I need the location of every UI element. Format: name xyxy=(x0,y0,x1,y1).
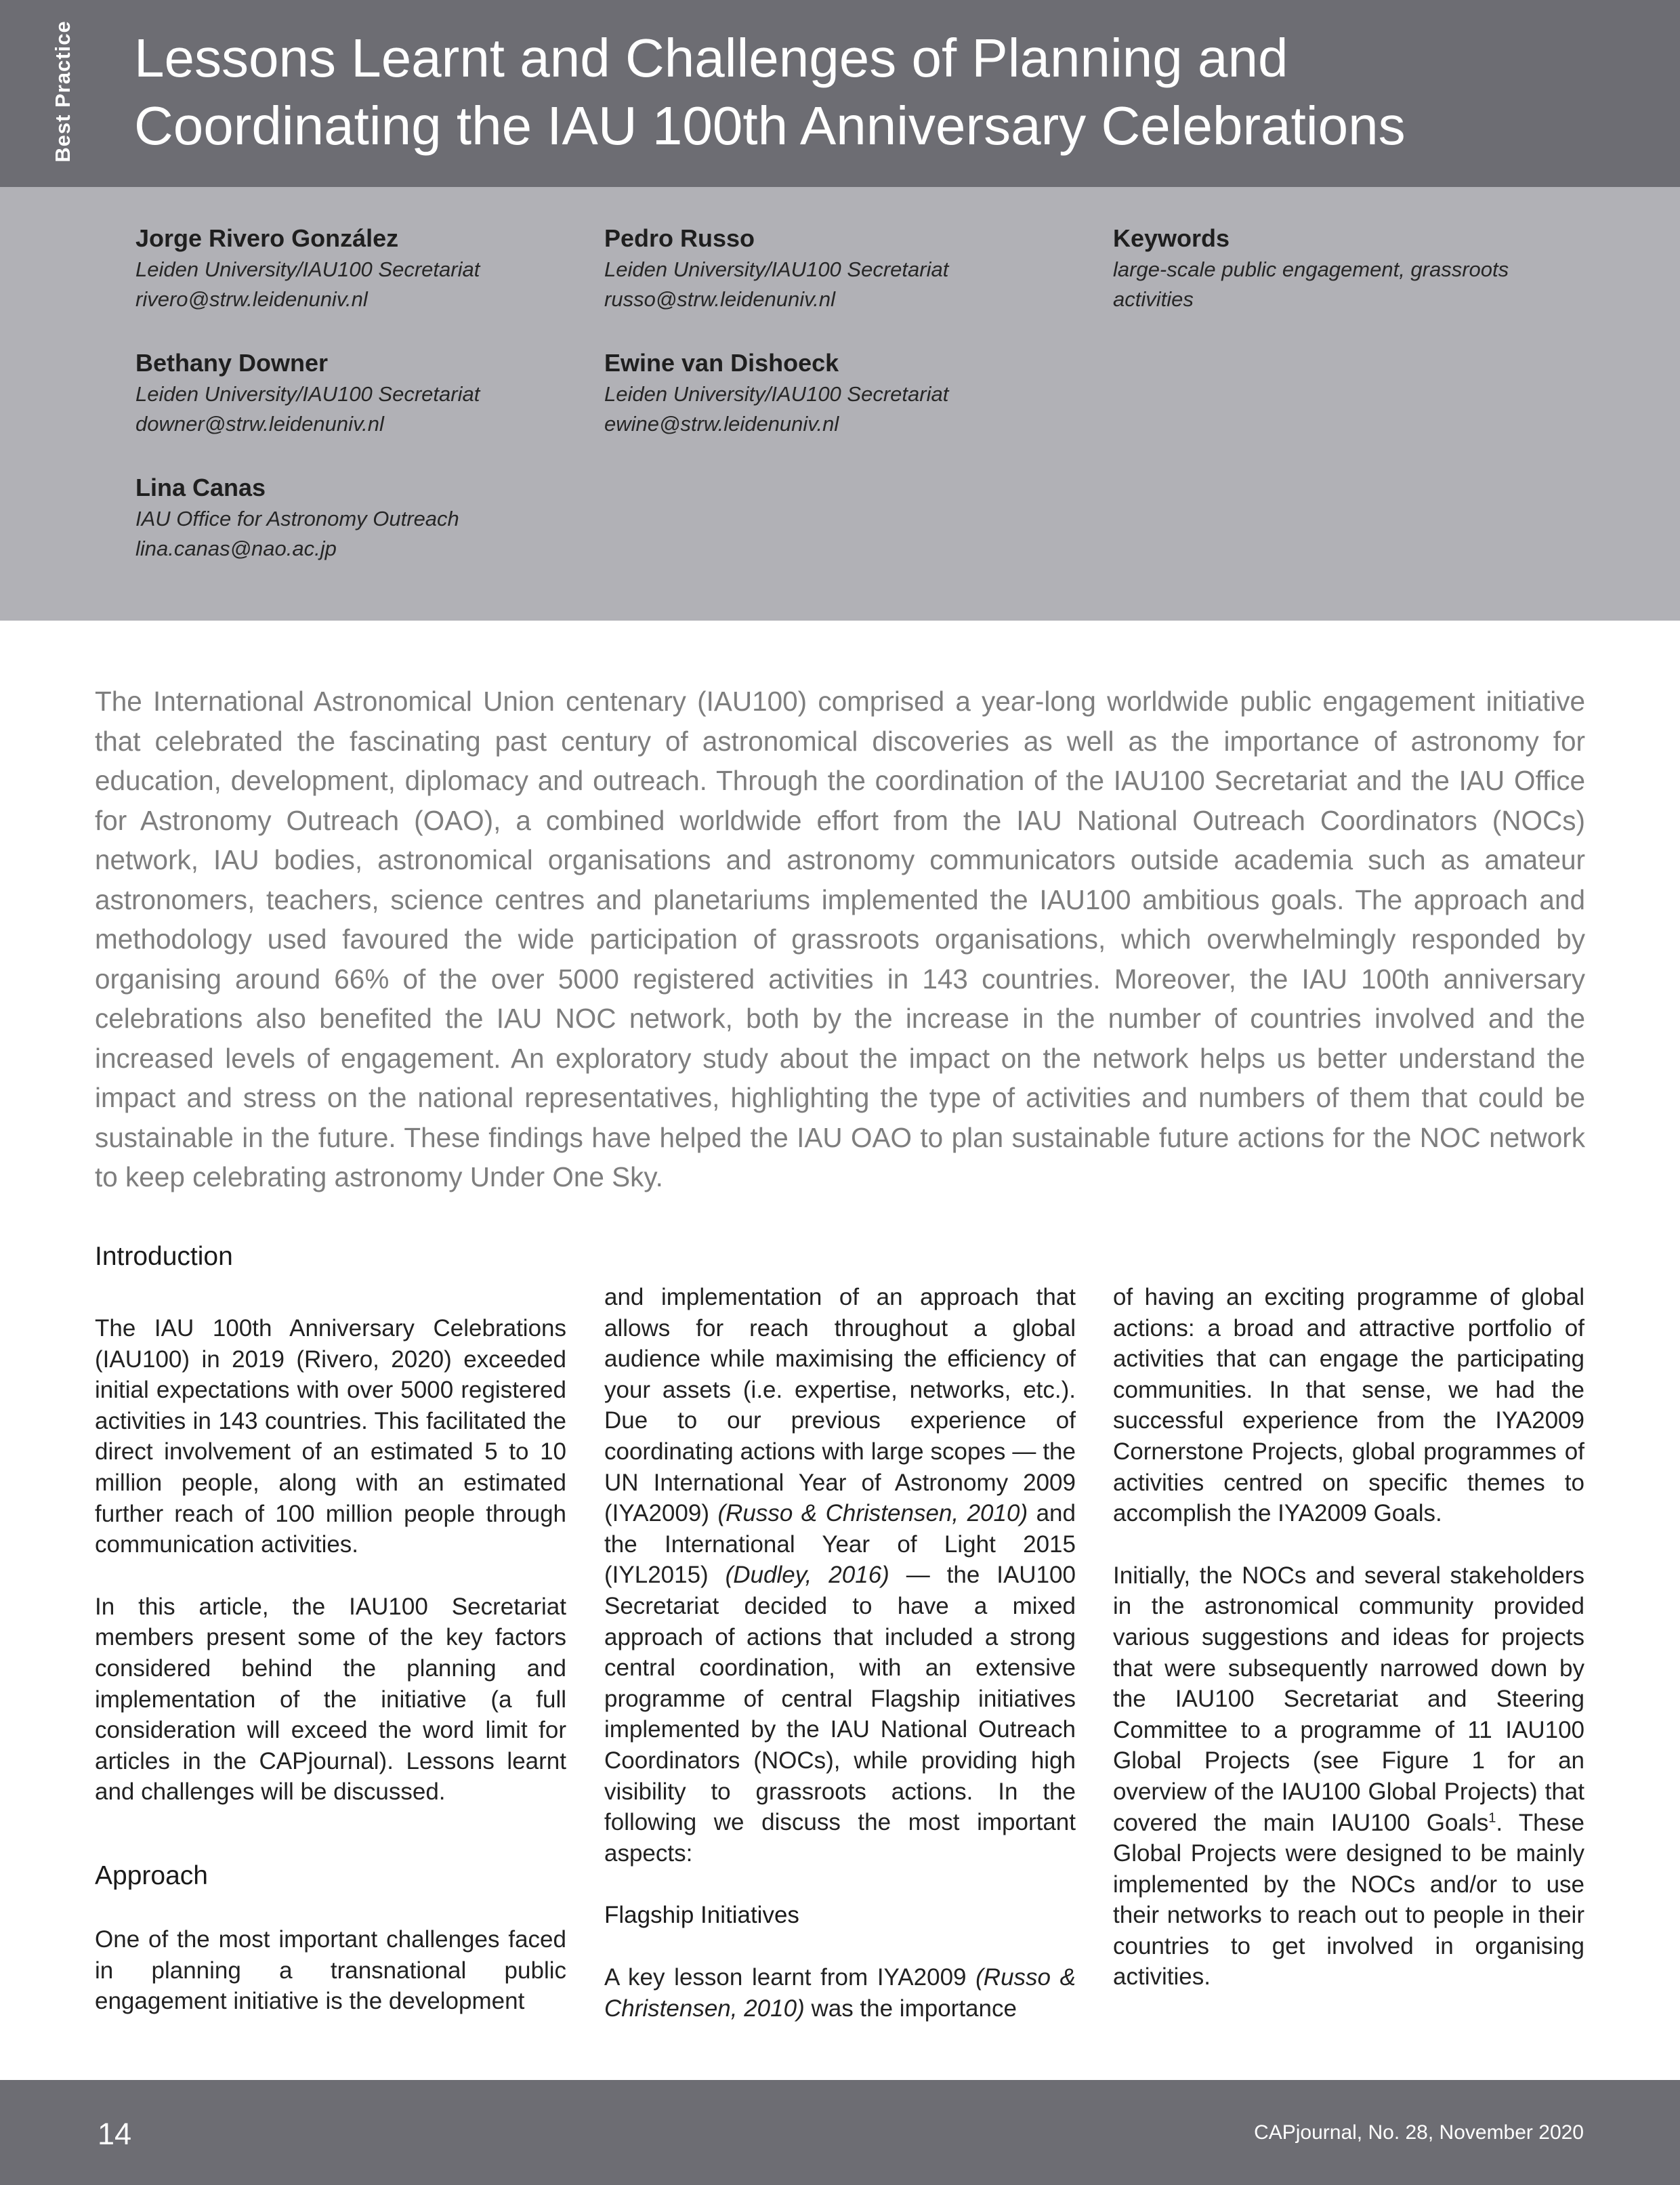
journal-citation: CAPjournal, No. 28, November 2020 xyxy=(1254,2121,1584,2144)
global-actions-paragraph: of having an exciting programme of global actions: a broad and attractive portfolio of activities that can engage the participating communities. In that sense, we had the successful experience from the IYA2009 Cornerstone Projects, global programmes of activities centred on specific themes to accomplish the IYA2009 Goals. xyxy=(1113,1284,1584,1527)
text-run: and implementation of an approach that allows for reach throughout a global audience while maximising the efficiency of your assets (i.e. expertise, networks, etc.). Due to our previous experience of coordinating actions with large scopes — the UN International Year of Astronomy 2009 (IYA2009) xyxy=(604,1284,1076,1527)
author-block xyxy=(604,347,948,439)
title-line-2: Coordinating the IAU 100th Anniversary Celebrations xyxy=(134,96,1406,156)
approach-heading: Approach xyxy=(95,1860,208,1890)
page-number: 14 xyxy=(98,2117,132,2151)
author-email: russo@strw.leidenuniv.nl xyxy=(604,287,836,311)
citation: (Russo & Christensen, 2010) xyxy=(604,1964,1076,2022)
author-affiliation: Leiden University/IAU100 Secretariat xyxy=(135,382,480,406)
text-run: was the importance xyxy=(804,1995,1017,2022)
author-block xyxy=(135,472,459,564)
author-name: Bethany Downer xyxy=(135,349,329,377)
author-affiliation: Leiden University/IAU100 Secretariat xyxy=(604,257,949,281)
text-run: Initially, the NOCs and several stakeholders in the astronomical community provided various suggestions and ideas for projects that were subsequently narrowed down by the IAU100 Secretariat and Steering Committee to a programme of 11 IAU100 Global Projects (see Figure 1 for an overview of the IAU100 Global Projects) that covered the main IAU100 Goals xyxy=(1113,1562,1584,1836)
footnote-marker: 1 xyxy=(1488,1810,1496,1825)
author-email: downer@strw.leidenuniv.nl xyxy=(135,412,384,436)
author-email: lina.canas@nao.ac.jp xyxy=(135,537,337,560)
title-line-1: Lessons Learnt and Challenges of Planning and xyxy=(134,28,1288,88)
keywords-heading: Keywords xyxy=(1113,224,1230,252)
header-band xyxy=(0,0,1680,187)
body-column-3 xyxy=(1113,1282,1584,1993)
author-email: ewine@strw.leidenuniv.nl xyxy=(604,412,839,436)
global-projects-paragraph xyxy=(1113,1560,1584,1993)
author-block xyxy=(135,347,480,439)
section-tab xyxy=(39,14,87,169)
author-name: Lina Canas xyxy=(135,474,266,501)
text-run: and the International Year of Light 2015 (IYL2015) xyxy=(604,1500,1076,1589)
flagship-paragraph xyxy=(604,1962,1076,2024)
body-column-2 xyxy=(604,1282,1076,2024)
keywords-line: large-scale public engagement, grassroots xyxy=(1113,257,1509,281)
keywords-block xyxy=(1113,222,1509,314)
author-name: Ewine van Dishoeck xyxy=(604,349,839,377)
abstract: The International Astronomical Union centenary (IAU100) comprised a year-long worldwide public engagement initiative that celebrated the fascinating past century of astronomical discoveries as well as the importance of astronomy for education, development, diplomacy and outreach. Through the coordination of the IAU100 Secretariat and the IAU Office for Astronomy Outreach (OAO), a combined worldwide effort from the IAU National Outreach Coordinators (NOCs) network, IAU bodies, astronomical organisations and astronomy communicators outside academia such as amateur astronomers, teachers, science centres and planetariums implemented the IAU100 ambitious goals. The approach and methodology used favoured the wide participation of grassroots organisations, which overwhelmingly responded by organising around 66% of the over 5000 registered activities in 143 countries. Moreover, the IAU 100th anniversary celebrations also benefited the IAU NOC network, both by the increase in the number of countries involved and the increased levels of engagement. An exploratory study about the impact on the network helps us better understand the impact and stress on the national representatives, highlighting the type of activities and numbers of them that could be sustainable in the future. These findings have helped the IAU OAO to plan sustainable future actions for the NOC network to keep celebrating astronomy Under One Sky. xyxy=(95,686,1585,1192)
author-affiliation: Leiden University/IAU100 Secretariat xyxy=(604,382,949,406)
intro-paragraph-1: The IAU 100th Anniversary Celebrations (IAU100) in 2019 (Rivero, 2020) exceeded initial expectations with over 5000 registered activities in 143 countries. This facilitated the direct involvement of an estimated 5 to 10 million people, along with an estimated further reach of 100 million people through communication activities. xyxy=(95,1315,566,1558)
author-affiliation: IAU Office for Astronomy Outreach xyxy=(135,507,459,530)
approach-continued-paragraph xyxy=(604,1282,1076,1869)
section-tab-label: Best Practice xyxy=(51,20,75,163)
text-run: . These Global Projects were designed to be mainly implemented by the NOCs and/or to use their networks to reach out to people in their countries to get involved in organising activities. xyxy=(1113,1809,1585,1991)
author-block xyxy=(604,222,948,314)
intro-paragraph-2: In this article, the IAU100 Secretariat members present some of the key factors considered behind the planning and implementation of the initiative (a full consideration will exceed the word limit for articles in the CAPjournal). Lessons learnt and challenges will be discussed. xyxy=(95,1593,566,1806)
author-affiliation: Leiden University/IAU100 Secretariat xyxy=(135,257,480,281)
keywords-line: activities xyxy=(1113,287,1194,311)
approach-paragraph: One of the most important challenges faced in planning a transnational public engagement initiative is the development xyxy=(95,1926,566,2015)
article-title xyxy=(134,24,1645,160)
text-run: — the IAU100 Secretariat decided to have a mixed approach of actions that included a strong central coordination, with an extensive programme of central Flagship initiatives implemented by the IAU National Outreach Coordinators (NOCs), while providing high visibility to grassroots actions. In the following we discuss the most important aspects: xyxy=(604,1562,1076,1867)
flagship-heading: Flagship Initiatives xyxy=(604,1902,799,1929)
citation: (Dudley, 2016) xyxy=(725,1562,889,1589)
text-run: A key lesson learnt from IYA2009 xyxy=(604,1964,976,1991)
authors-band xyxy=(0,187,1680,621)
author-email: rivero@strw.leidenuniv.nl xyxy=(135,287,368,311)
footer-band xyxy=(0,2080,1680,2185)
author-block xyxy=(135,222,480,314)
author-name: Pedro Russo xyxy=(604,224,755,252)
body-column-1 xyxy=(95,1240,566,2017)
citation: (Russo & Christensen, 2010) xyxy=(717,1500,1028,1527)
introduction-heading: Introduction xyxy=(95,1242,233,1271)
author-name: Jorge Rivero González xyxy=(135,224,399,252)
